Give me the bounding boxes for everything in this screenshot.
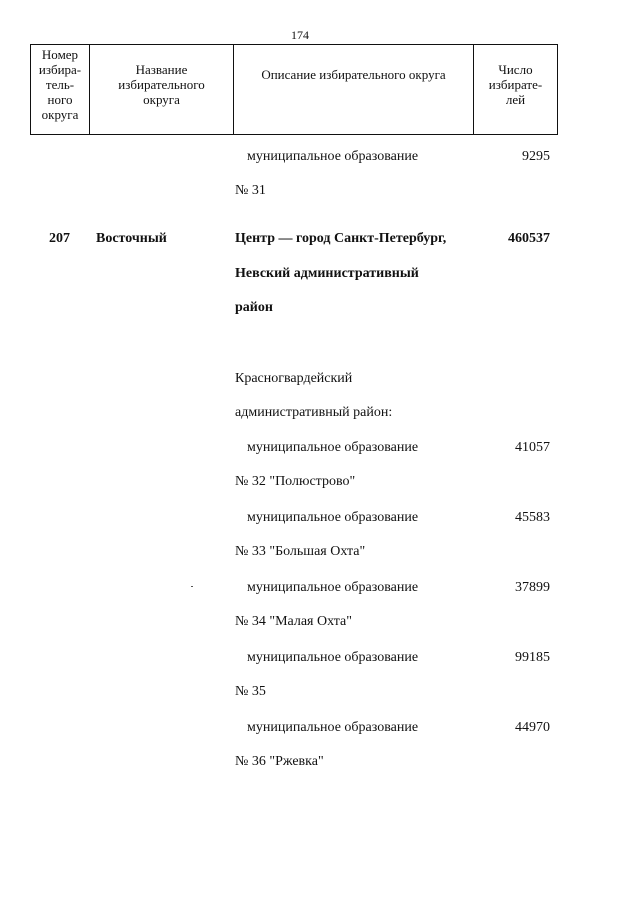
entry-voters: 41057 — [515, 440, 550, 455]
table-header — [30, 44, 558, 135]
entry-name: № 32 "Полюстрово" — [235, 474, 356, 489]
entry-label: муниципальное образование — [247, 650, 419, 665]
entry-voters: 45583 — [515, 510, 550, 525]
district-name: Восточный — [96, 231, 167, 246]
district-description-line: Невский административный — [235, 266, 419, 281]
admin-area-line: административный район: — [235, 405, 393, 420]
column-header-description: Описание избирательного округа — [234, 45, 474, 135]
district-description-line: район — [235, 300, 273, 315]
entry-label: муниципальное образование — [247, 440, 419, 455]
entry-voters: 44970 — [515, 720, 550, 735]
entry-name: № 34 "Малая Охта" — [235, 614, 352, 629]
admin-area-line: Красногвардейский — [235, 371, 353, 386]
district-total-voters: 460537 — [508, 231, 550, 246]
entry-name: № 36 "Ржевка" — [235, 754, 324, 769]
district-number: 207 — [49, 231, 70, 246]
page-number: 174 — [291, 28, 309, 42]
entry-voters: 99185 — [515, 650, 550, 665]
entry-label: муниципальное образование — [247, 510, 419, 525]
entry-label: муниципальное образование — [247, 720, 419, 735]
district-description-line: Центр — город Санкт-Петербург, — [235, 231, 447, 246]
column-header-number: Номер избира- тель- ного округа — [31, 45, 90, 135]
scan-speck — [191, 586, 193, 587]
entry-name: № 31 — [235, 183, 266, 198]
entry-voters: 37899 — [515, 580, 550, 595]
entry-label: муниципальное образование — [247, 580, 419, 595]
entry-label: муниципальное образование — [247, 149, 419, 164]
entry-voters: 9295 — [522, 149, 550, 164]
column-header-voters: Число избирате- лей — [474, 45, 558, 135]
entry-name: № 35 — [235, 684, 266, 699]
column-header-name: Название избирательного округа — [90, 45, 234, 135]
entry-name: № 33 "Большая Охта" — [235, 544, 366, 559]
